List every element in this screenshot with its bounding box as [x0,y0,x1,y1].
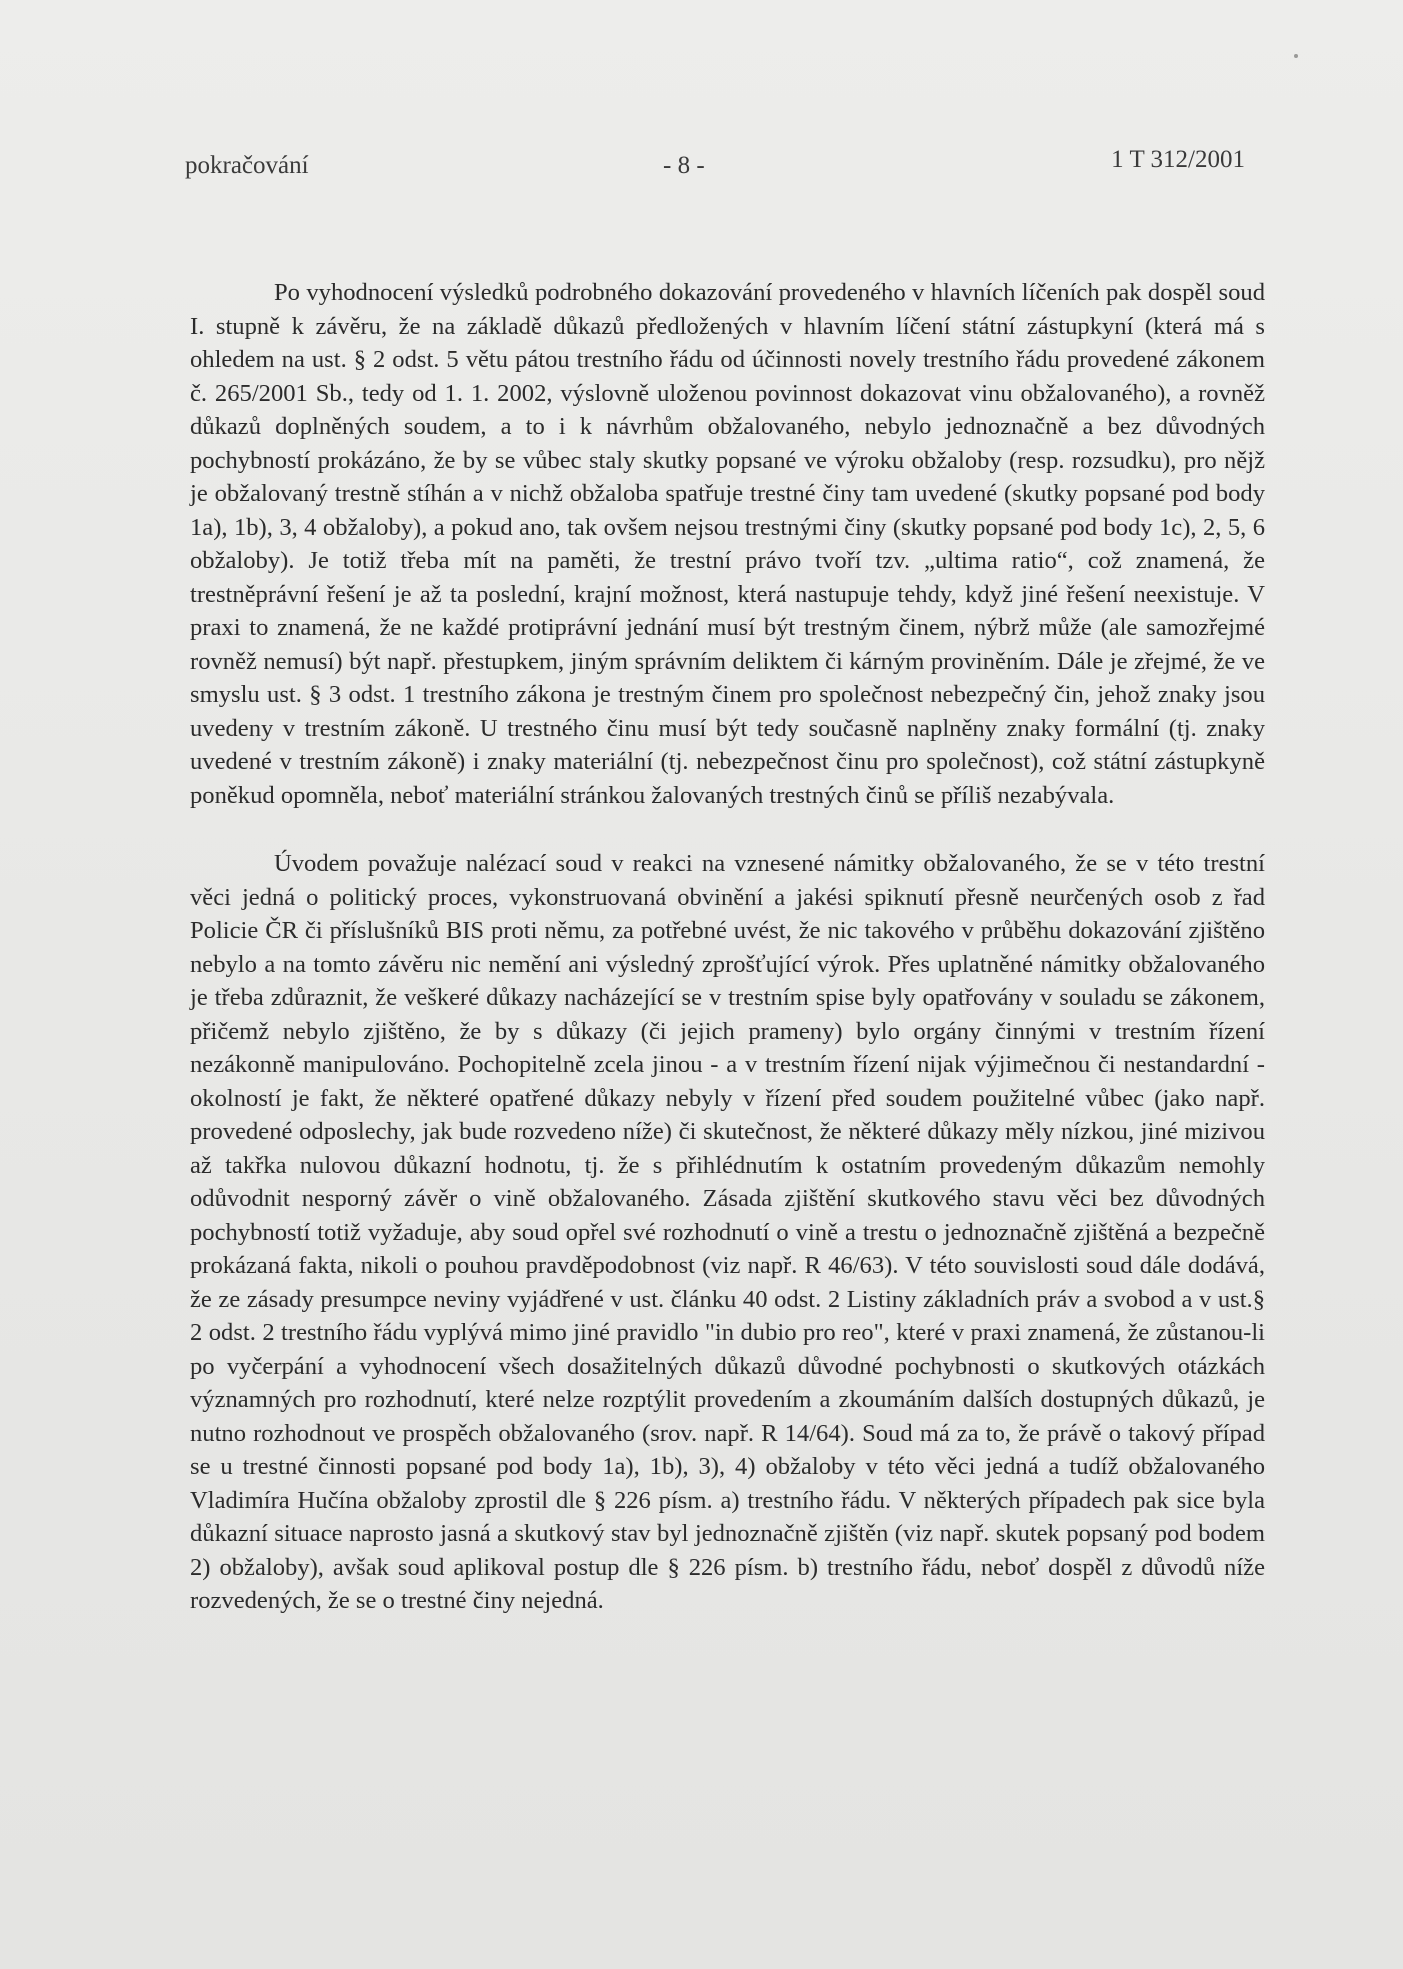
paragraph: Po vyhodnocení výsledků podrobného dokazování provedeného v hlavních líčeních pak dospěl soud I. stupně k závěru, že na základě důkazů předložených v hlavním líčení státní zástupkyní (která má s ohledem na ust. § 2 odst. 5 větu pátou trestního řádu od účinnosti novely trestního řádu provedené zákonem č. 265/2001 Sb., tedy od 1. 1. 2002, výslovně uloženou povinnost dokazovat vinu obžalovaného), a rovněž důkazů doplněných soudem, a to i k návrhům obžalovaného, nebylo jednoznačně a bez důvodných pochybností prokázáno, že by se vůbec staly skutky popsané ve výroku obžaloby (resp. rozsudku), pro nějž je obžalovaný trestně stíhán a v nichž obžaloba spatřuje trestné činy tam uvedené (skutky popsané pod body 1a), 1b), 3, 4 obžaloby), a pokud ano, tak ovšem nejsou trestnými činy (skutky popsané pod body 1c), 2, 5, 6 obžaloby). Je totiž třeba mít na paměti, že trestní právo tvoří tzv. „ultima ratio“, což znamená, že trestněprávní řešení je až ta poslední, krajní možnost, která nastupuje tehdy, když jiné řešení neexistuje. V praxi to znamená, že ne každé protiprávní jednání musí být trestným činem, nýbrž může (ale samozřejmé rovněž nemusí) být např. přestupkem, jiným správním deliktem či kárným proviněním. Dále je zřejmé, že ve smyslu ust. § 3 odst. 1 trestního zákona je trestným činem pro společnost nebezpečný čin, jehož znaky jsou uvedeny v trestním zákoně. U trestného činu musí být tedy současně naplněny znaky formální (tj. znaky uvedené v trestním zákoně) i znaky materiální (tj. nebezpečnost činu pro společnost), což státní zástupkyně poněkud opomněla, neboť materiální stránkou žalovaných trestných činů se příliš nezabývala. [190,279,1265,809]
page-header [185,146,1245,186]
document-body [190,276,1265,1618]
case-number: 1 T 312/2001 [1111,146,1245,173]
scan-speck [1294,54,1298,58]
page-number: - 8 - [663,152,705,179]
header-continuation: pokračování [185,152,309,179]
paragraph: Úvodem považuje nalézací soud v reakci na vznesené námitky obžalovaného, že se v této trestní věci jedná o politický proces, vykonstruovaná obvinění a jakési spiknutí přesně neurčených osob z řad Policie ČR či příslušníků BIS proti němu, za potřebné uvést, že nic takového v průběhu dokazování zjištěno nebylo a na tomto závěru nic nemění ani výsledný zprošťující výrok. Přes uplatněné námitky obžalovaného je třeba zdůraznit, že veškeré důkazy nacházející se v trestním spise byly opatřovány v souladu se zákonem, přičemž nebylo zjištěno, že by s důkazy (či jejich prameny) bylo orgány činnými v trestním řízení nezákonně manipulováno. Pochopitelně zcela jinou - a v trestním řízení nijak výjimečnou či nestandardní - okolností je fakt, že některé opatřené důkazy nebyly v řízení před soudem použitelné vůbec (jako např. provedené odposlechy, jak bude rozvedeno níže) či skutečnost, že některé důkazy měly nízkou, jiné mizivou až takřka nulovou důkazní hodnotu, tj. že s přihlédnutím k ostatním provedeným důkazům nemohly odůvodnit nesporný závěr o vině obžalovaného. Zásada zjištění skutkového stavu věci bez důvodných pochybností totiž vyžaduje, aby soud opřel své rozhodnutí o vině a trestu o jednoznačně zjištěná a bezpečně prokázaná fakta, nikoli o pouhou pravděpodobnost (viz např. R 46/63). V této souvislosti soud dále dodává, že ze zásady presumpce neviny vyjádřené v ust. článku 40 odst. 2 Listiny základních práv a svobod a v ust.§ 2 odst. 2 trestního řádu vyplývá mimo jiné pravidlo "in dubio pro reo", které v praxi znamená, že zůstanou-li po vyčerpání a vyhodnocení všech dosažitelných důkazů důvodné pochybnosti o skutkových otázkách významných pro rozhodnutí, které nelze rozptýlit provedením a zkoumáním dalších dostupných důkazů, je nutno rozhodnout ve prospěch obžalovaného (srov. např. R 14/64). Soud má za to, že právě o takový případ se u trestné činnosti popsané pod body 1a), 1b), 3), 4) obžaloby v této věci jedná a tudíž obžalovaného Vladimíra Hučína obžaloby zprostil dle § 226 písm. a) trestního řádu. V některých případech pak sice byla důkazní situace naprosto jasná a skutkový stav byl jednoznačně zjištěn (viz např. skutek popsaný pod bodem 2) obžaloby), avšak soud aplikoval postup dle § 226 písm. b) trestního řádu, neboť dospěl z důvodů níže rozvedených, že se o trestné činy nejedná. [190,850,1265,1614]
